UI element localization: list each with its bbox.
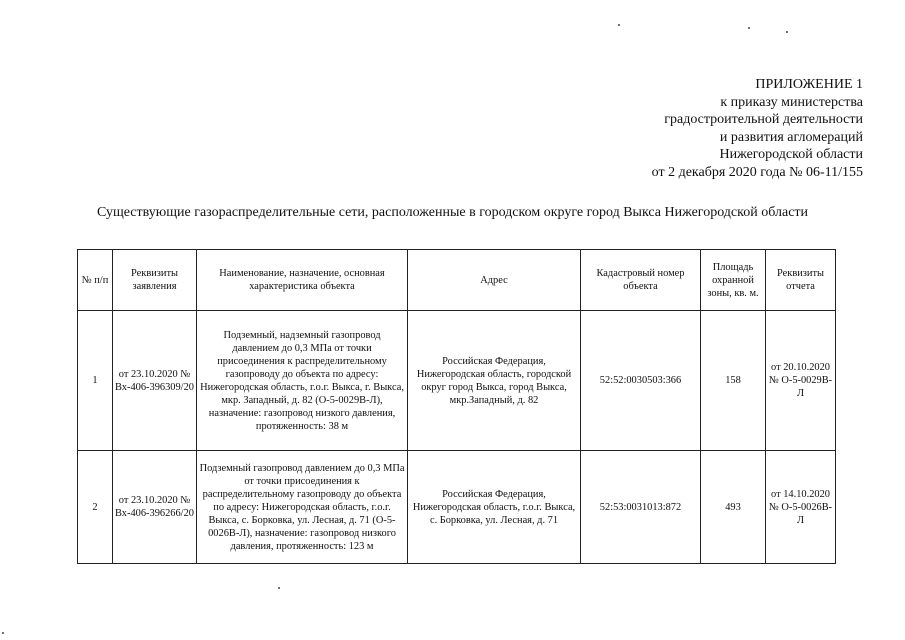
header-object-description: Наименование, назначение, основная характеристика объекта [197, 250, 408, 311]
cell-number: 2 [78, 451, 113, 564]
table-row [78, 451, 836, 564]
header-zone-area: Площадь охранной зоны, кв. м. [701, 250, 766, 311]
scan-speck [618, 24, 620, 26]
document-title: Существующие газораспределительные сети, расположенные в городском округе город Выкса Нижегородской области [96, 205, 809, 220]
cell-number: 1 [78, 311, 113, 451]
scan-speck [2, 632, 4, 634]
cell-application: от 23.10.2020 № Вх-406-396266/20 [113, 451, 197, 564]
table-header-row [78, 250, 836, 311]
cell-address: Российская Федерация, Нижегородская область, г.о.г. Выкса, с. Борковка, ул. Лесная, д. 71 [408, 451, 581, 564]
cell-cadastral-number: 52:52:0030503:366 [581, 311, 701, 451]
cell-object-description: Подземный, надземный газопровод давлением до 0,3 МПа от точки присоединения к распределительному газопроводу до объекта по адресу: Нижегородская область, г.о.г. Выкса, г. Выкса, мкр. Западный, д. 82 (О-5-0029В-Л), назначение: газопровод низкого давления, протяженность: 38 м [197, 311, 408, 451]
appendix-line-6: от 2 декабря 2020 года № 06-11/155 [651, 164, 863, 180]
cell-object-description: Подземный газопровод давлением до 0,3 МПа от точки присоединения к распределительному газопроводу до объекта по адресу: Нижегородская область, г.о.г. Выкса, с. Борковка, ул. Лесная, д. 71 (О-5-0026В-Л), назначение: газопровод низкого давления, протяженность: 123 м [197, 451, 408, 564]
gas-networks-table [77, 249, 836, 564]
appendix-line-1: ПРИЛОЖЕНИЕ 1 [755, 77, 863, 92]
header-address: Адрес [408, 250, 581, 311]
scan-speck [748, 27, 750, 29]
cell-cadastral-number: 52:53:0031013:872 [581, 451, 701, 564]
appendix-line-2: к приказу министерства [720, 94, 863, 110]
header-report: Реквизиты отчета [766, 250, 836, 311]
appendix-header [652, 76, 863, 181]
header-number: № п/п [78, 250, 113, 311]
cell-address: Российская Федерация, Нижегородская область, городской округ город Выкса, город Выкса, мкр.Западный, д. 82 [408, 311, 581, 451]
appendix-line-5: Нижегородской области [719, 147, 863, 162]
table-row [78, 311, 836, 451]
cell-report: от 14.10.2020 № О-5-0026В-Л [766, 451, 836, 564]
scan-speck [278, 587, 280, 589]
cell-report: от 20.10.2020 № О-5-0029В-Л [766, 311, 836, 451]
appendix-line-4: и развития агломераций [719, 129, 863, 145]
appendix-line-3: градостроительной деятельности [664, 112, 863, 127]
cell-zone-area: 493 [701, 451, 766, 564]
header-cadastral-number: Кадастровый номер объекта [581, 250, 701, 311]
cell-application: от 23.10.2020 № Вх-406-396309/20 [113, 311, 197, 451]
scan-speck [786, 31, 788, 33]
header-application: Реквизиты заявления [113, 250, 197, 311]
cell-zone-area: 158 [701, 311, 766, 451]
